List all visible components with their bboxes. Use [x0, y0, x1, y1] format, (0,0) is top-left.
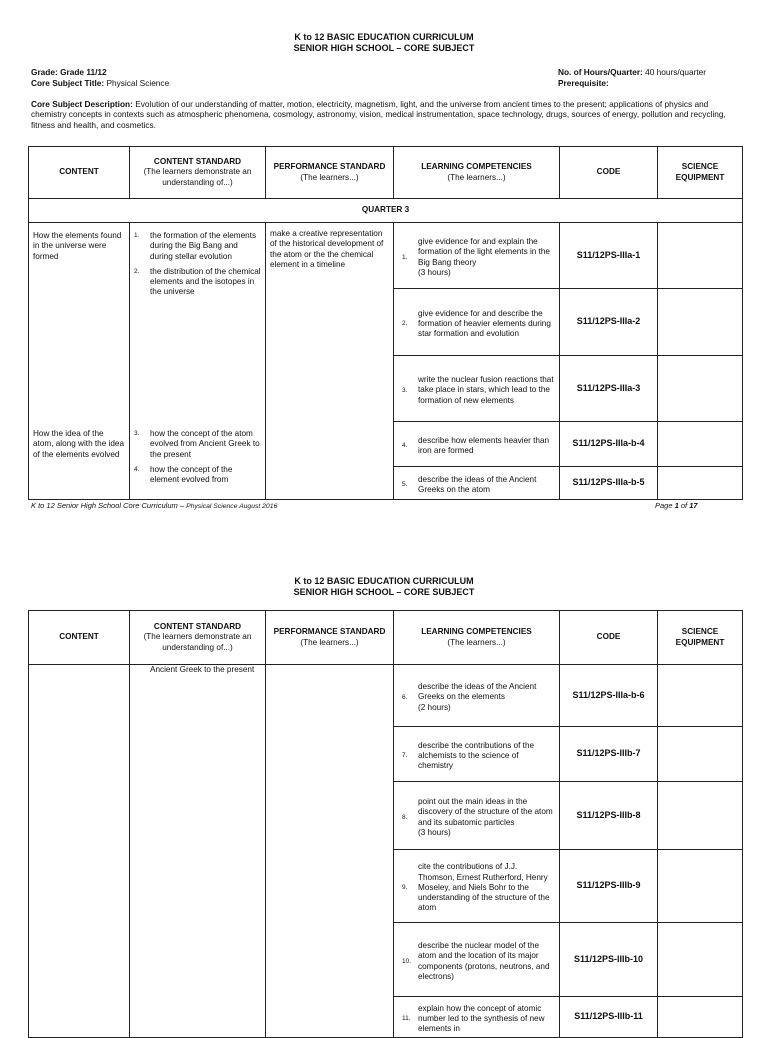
content-a: How the elements found in the universe were formed [33, 231, 122, 261]
science-equipment-cell [658, 467, 742, 499]
page1-title-line2: SENIOR HIGH SCHOOL – CORE SUBJECT [293, 43, 475, 53]
page2-title-line2: SENIOR HIGH SCHOOL – CORE SUBJECT [293, 587, 475, 597]
competency-number: 3. [402, 386, 408, 394]
performance-standard-cell [266, 665, 394, 1038]
science-equipment-cell [658, 223, 742, 288]
competency-code: S11/12PS-IIIb-8 [560, 782, 658, 849]
item-number: 2. [134, 267, 140, 275]
header-performance-standard: PERFORMANCE STANDARD (The learners...) [266, 611, 394, 665]
header-code: CODE [560, 147, 658, 199]
hours-row [558, 67, 748, 77]
competency-row [394, 850, 742, 923]
science-equipment-cell [658, 850, 742, 922]
competency-text: describe the nuclear model of the atom and the location of its major components (protons, neutrons, and electrons) [418, 941, 550, 981]
hours-value: 40 hours/quarter [645, 67, 707, 77]
description-label: Core Subject Description: [31, 99, 133, 109]
competencies-cell [394, 223, 743, 500]
item-text: the distribution of the chemical elements and the isotopes in the universe [150, 266, 261, 297]
competency-number: 1. [402, 253, 408, 261]
header-content: CONTENT [29, 611, 130, 665]
quarter-row [29, 199, 743, 223]
competency-code: S11/12PS-IIIa-b-4 [560, 422, 658, 466]
science-equipment-cell [658, 665, 742, 726]
competency-row [394, 422, 742, 467]
page1-footer-page: Page 1 of 17 [655, 501, 698, 510]
competency-number: 9. [402, 884, 408, 892]
competency-code: S11/12PS-IIIb-11 [560, 997, 658, 1037]
competency-row [394, 467, 742, 499]
performance-text: make a creative representation of the historical development of the atom or the the chemical element in a timeline [270, 229, 384, 269]
page2-title-line1: K to 12 BASIC EDUCATION CURRICULUM [294, 576, 474, 586]
header-learning-competencies: LEARNING COMPETENCIES (The learners...) [394, 611, 560, 665]
science-equipment-cell [658, 356, 742, 421]
description-text: Evolution of our understanding of matter, motion, electricity, magnetism, light, and the universe from ancient times to the present; applications of physics and chemistry concepts in contexts such as atmospheric phenomena, cosmology, astronomy, vision, medical instrumentation, space technology, drugs, sources of energy, pollution and recycling, fitness and health, and cosmetics. [31, 99, 726, 130]
curriculum-table-page1 [28, 146, 743, 500]
content-standard-item [134, 429, 262, 460]
competency-text: describe the contributions of the alchemists to the science of chemistry [418, 740, 535, 771]
competency-number: 11. [402, 1015, 411, 1023]
competency-row [394, 223, 742, 289]
header-content-standard: CONTENT STANDARD (The learners demonstrate an understanding of...) [130, 611, 266, 665]
competency-text: describe the ideas of the Ancient Greeks on the atom [418, 474, 537, 494]
competency-code: S11/12PS-IIIa-b-5 [560, 467, 658, 499]
subject-row [31, 78, 431, 88]
competency-code: S11/12PS-IIIa-2 [560, 289, 658, 355]
table-row [29, 665, 743, 1038]
header-science-equipment: SCIENCE EQUIPMENT [658, 147, 743, 199]
competency-number: 2. [402, 320, 408, 328]
header-learning-competencies: LEARNING COMPETENCIES (The learners...) [394, 147, 560, 199]
competency-text: cite the contributions of J.J. Thomson, Ernest Rutherford, Henry Moseley, and Niels Bohr to the understanding of the structure of the atom [418, 862, 550, 913]
competency-text: write the nuclear fusion reactions that take place in stars, which lead to the formation of new elements [418, 375, 554, 405]
hours-label: No. of Hours/Quarter: [558, 67, 643, 77]
competency-number: 4. [402, 442, 408, 450]
grade-value: Grade 11/12 [60, 67, 107, 77]
competency-row [394, 997, 742, 1037]
competency-text: describe the ideas of the Ancient Greeks on the elements (2 hours) [418, 682, 537, 712]
science-equipment-cell [658, 997, 742, 1037]
prereq-row [558, 78, 748, 88]
science-equipment-cell [658, 289, 742, 355]
header-science-equipment: SCIENCE EQUIPMENT [658, 611, 743, 665]
item-number: 1. [134, 232, 140, 239]
competency-text: give evidence for and describe the formation of heavier elements during star formation and evolution [418, 308, 551, 339]
item-text: how the concept of the atom evolved from Ancient Greek to the present [150, 429, 260, 459]
content-standard-cell [130, 665, 266, 1038]
item-number: 3. [134, 430, 140, 437]
content-standard-item [134, 231, 261, 262]
competency-text: explain how the concept of atomic number led to the synthesis of new elements in [418, 1003, 545, 1034]
header-row [29, 147, 743, 199]
page1-title-line1: K to 12 BASIC EDUCATION CURRICULUM [294, 32, 474, 42]
competency-text: describe how elements heavier than iron are formed [418, 435, 550, 455]
competency-code: S11/12PS-IIIa-b-6 [560, 665, 658, 726]
science-equipment-cell [658, 782, 742, 849]
prereq-label: Prerequisite: [558, 78, 609, 88]
competency-row [394, 923, 742, 997]
competency-row [394, 782, 742, 850]
item-number: 4. [134, 465, 140, 473]
competency-row [394, 289, 742, 356]
content-cell [29, 665, 130, 1038]
subject-description [31, 99, 741, 130]
performance-standard-cell [266, 223, 394, 500]
standard-continued: Ancient Greek to the present [150, 665, 255, 674]
science-equipment-cell [658, 727, 742, 781]
header-content: CONTENT [29, 147, 130, 199]
competency-number: 5. [402, 481, 408, 489]
competency-code: S11/12PS-IIIa-3 [560, 356, 658, 421]
competency-number: 8. [402, 813, 408, 821]
header-performance-standard: PERFORMANCE STANDARD (The learners...) [266, 147, 394, 199]
competency-code: S11/12PS-IIIb-9 [560, 850, 658, 922]
competency-number: 7. [402, 752, 408, 760]
content-cell [29, 223, 130, 500]
competencies-cell [394, 665, 743, 1038]
competency-text: point out the main ideas in the discovery of the structure of the atom and its subatomic particles (3 hours) [418, 797, 553, 837]
competency-number: 6. [402, 693, 408, 701]
competency-number: 10. [402, 957, 412, 965]
science-equipment-cell [658, 422, 742, 466]
header-row [29, 611, 743, 665]
grade-label: Grade: [31, 67, 58, 77]
content-standard-cell [130, 223, 266, 500]
content-b: How the idea of the atom, along with the idea of the elements evolved [33, 429, 125, 459]
competency-code: S11/12PS-IIIa-1 [560, 223, 658, 288]
header-content-standard: CONTENT STANDARD (The learners demonstrate an understanding of...) [130, 147, 266, 199]
table-row [29, 223, 743, 500]
subject-label: Core Subject Title: [31, 78, 105, 88]
competency-row [394, 665, 742, 727]
competency-text: give evidence for and explain the formation of the light elements in the Big Bang theory (3 hours) [418, 237, 550, 277]
page1-footer-left: K to 12 Senior High School Core Curriculum – Physical Science August 2016 [31, 501, 278, 510]
curriculum-table-page2 [28, 610, 743, 1038]
header-code: CODE [560, 611, 658, 665]
item-text: how the concept of the element evolved from [150, 464, 233, 484]
content-standard-item [134, 267, 261, 298]
grade-row [31, 67, 431, 77]
subject-value: Physical Science [106, 78, 170, 88]
science-equipment-cell [658, 923, 742, 996]
quarter-label: QUARTER 3 [29, 199, 743, 223]
item-text: the formation of the elements during the Big Bang and during stellar evolution [150, 231, 257, 261]
competency-code: S11/12PS-IIIb-10 [560, 923, 658, 996]
competency-row [394, 356, 742, 422]
competency-code: S11/12PS-IIIb-7 [560, 727, 658, 781]
content-standard-item [134, 465, 262, 486]
competency-row [394, 727, 742, 782]
